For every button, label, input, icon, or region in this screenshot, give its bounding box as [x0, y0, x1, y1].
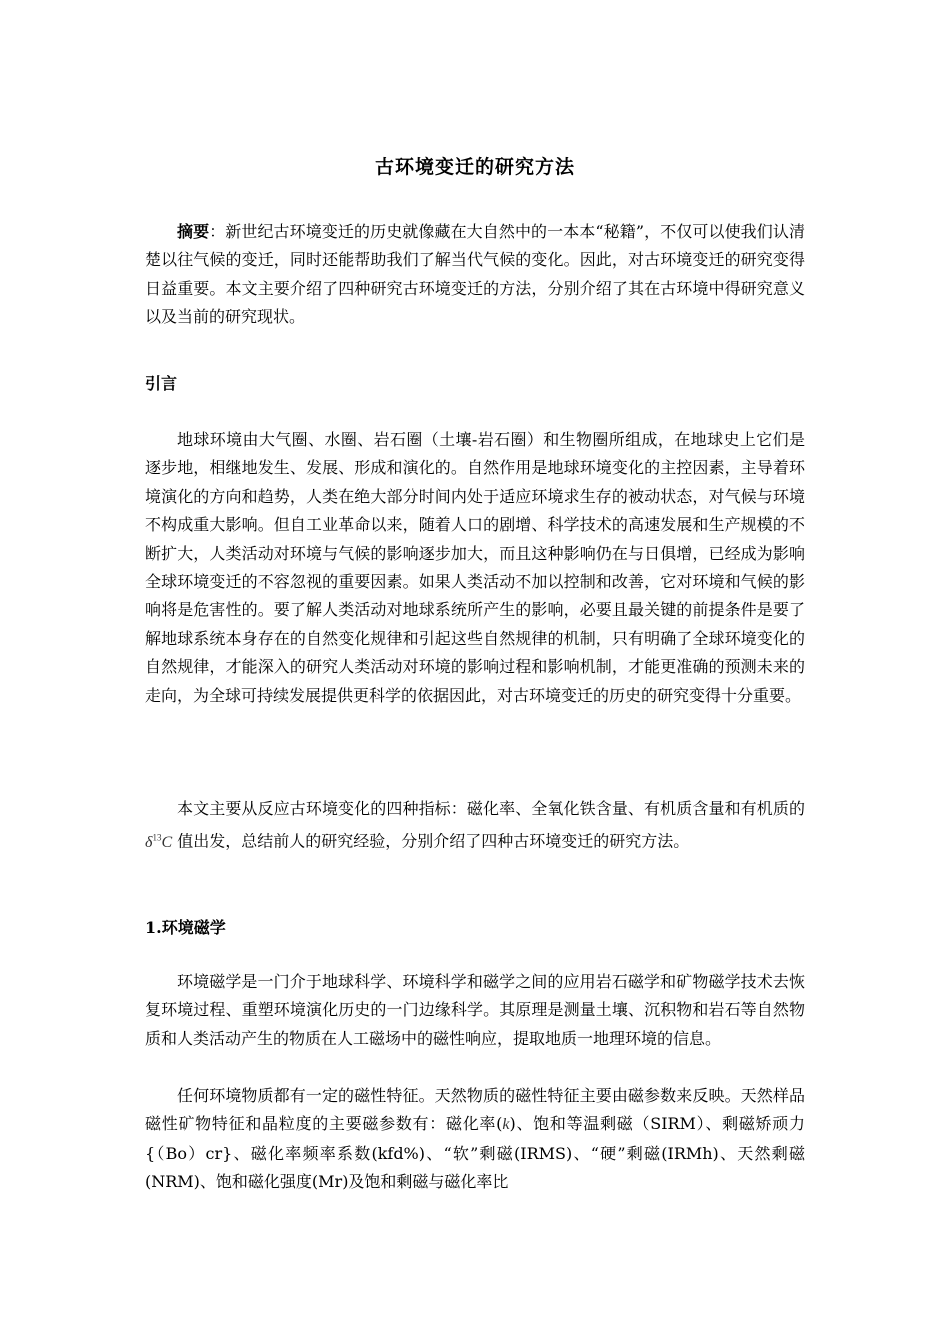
document-title: 古环境变迁的研究方法 — [374, 156, 575, 178]
section-1-heading: 1.环境磁学 — [145, 918, 226, 937]
abstract-label: 摘要 — [177, 222, 210, 241]
intro-paragraph-2 — [145, 795, 805, 857]
abstract-paragraph — [145, 218, 805, 332]
abstract-colon: ： — [209, 222, 226, 241]
section-1-paragraph-1: 环境磁学是一门介于地球科学、环境科学和磁学之间的应用岩石磁学和矿物磁学技术去恢复环境过程、重塑环境演化历史的一门边缘科学。其原理是测量土壤、沉积物和岩石等自然物质和人类活动产生的物质在人工磁场中的磁性响应，提取地质一地理环境的信息。 — [145, 972, 805, 1048]
abstract-text: 新世纪古环境变迁的历史就像藏在大自然中的一本本“秘籍”，不仅可以使我们认清楚以往气候的变迁，同时还能帮助我们了解当代气候的变化。因此，对古环境变迁的研究变得日益重要。本文主要介绍了四种研究古环境变迁的方法，分别介绍了其在古环境中得研究意义以及当前的研究现状。 — [145, 222, 805, 327]
intro-p2-text-after: 值出发，总结前人的研究经验，分别介绍了四种古环境变迁的研究方法。 — [172, 831, 690, 851]
delta13c-symbol: $\delta^{13}C$ — [145, 832, 173, 851]
intro-p2-text-before: 本文主要从反应古环境变化的四种指标：磁化率、全氧化铁含量、有机质含量和有机质的 — [177, 799, 805, 818]
intro-heading: 引言 — [145, 374, 178, 393]
section-1-p2-text-after: )、饱和等温剩磁（SIRM）、剩磁矫顽力{（Bo）cr}、磁化率频率系数(kfd%)、“软”剩磁(IRMS)、“硬”剩磁(IRMh)、天然剩磁(NRM)、饱和磁化强度(Mr)及饱和剩磁与磁化率比 — [145, 1114, 805, 1192]
kappa-symbol: k — [502, 1116, 510, 1134]
section-1-paragraph-2 — [145, 1082, 805, 1197]
section-1-p2-text-before: 任何环境物质都有一定的磁性特征。天然物质的磁性特征主要由磁参数来反映。天然样品磁性矿物特征和晶粒度的主要磁参数有：磁化率( — [145, 1086, 805, 1134]
intro-paragraph-1: 地球环境由大气圈、水圈、岩石圈（土壤-岩石圈）和生物圈所组成，在地球史上它们是逐步地，相继地发生、发展、形成和演化的。自然作用是地球环境变化的主控因素，主导着环境演化的方向和趋势，人类在绝大部分时间内处于适应环境求生存的被动状态，对气候与环境不构成重大影响。但自工业革命以来，随着人口的剧增、科学技术的高速发展和生产规模的不断扩大，人类活动对环境与气候的影响逐步加大，而且这种影响仍在与日俱增，已经成为影响全球环境变迁的不容忽视的重要因素。如果人类活动不加以控制和改善，它对环境和气候的影响将是危害性的。要了解人类活动对地球系统所产生的影响，必要且最关键的前提条件是要了解地球系统本身存在的自然变化规律和引起这些自然规律的机制，只有明确了全球环境变化的自然规律，才能深入的研究人类活动对环境的影响过程和影响机制，才能更准确的预测未来的走向，为全球可持续发展提供更科学的依据因此，对古环境变迁的历史的研究变得十分重要。 — [145, 430, 805, 705]
